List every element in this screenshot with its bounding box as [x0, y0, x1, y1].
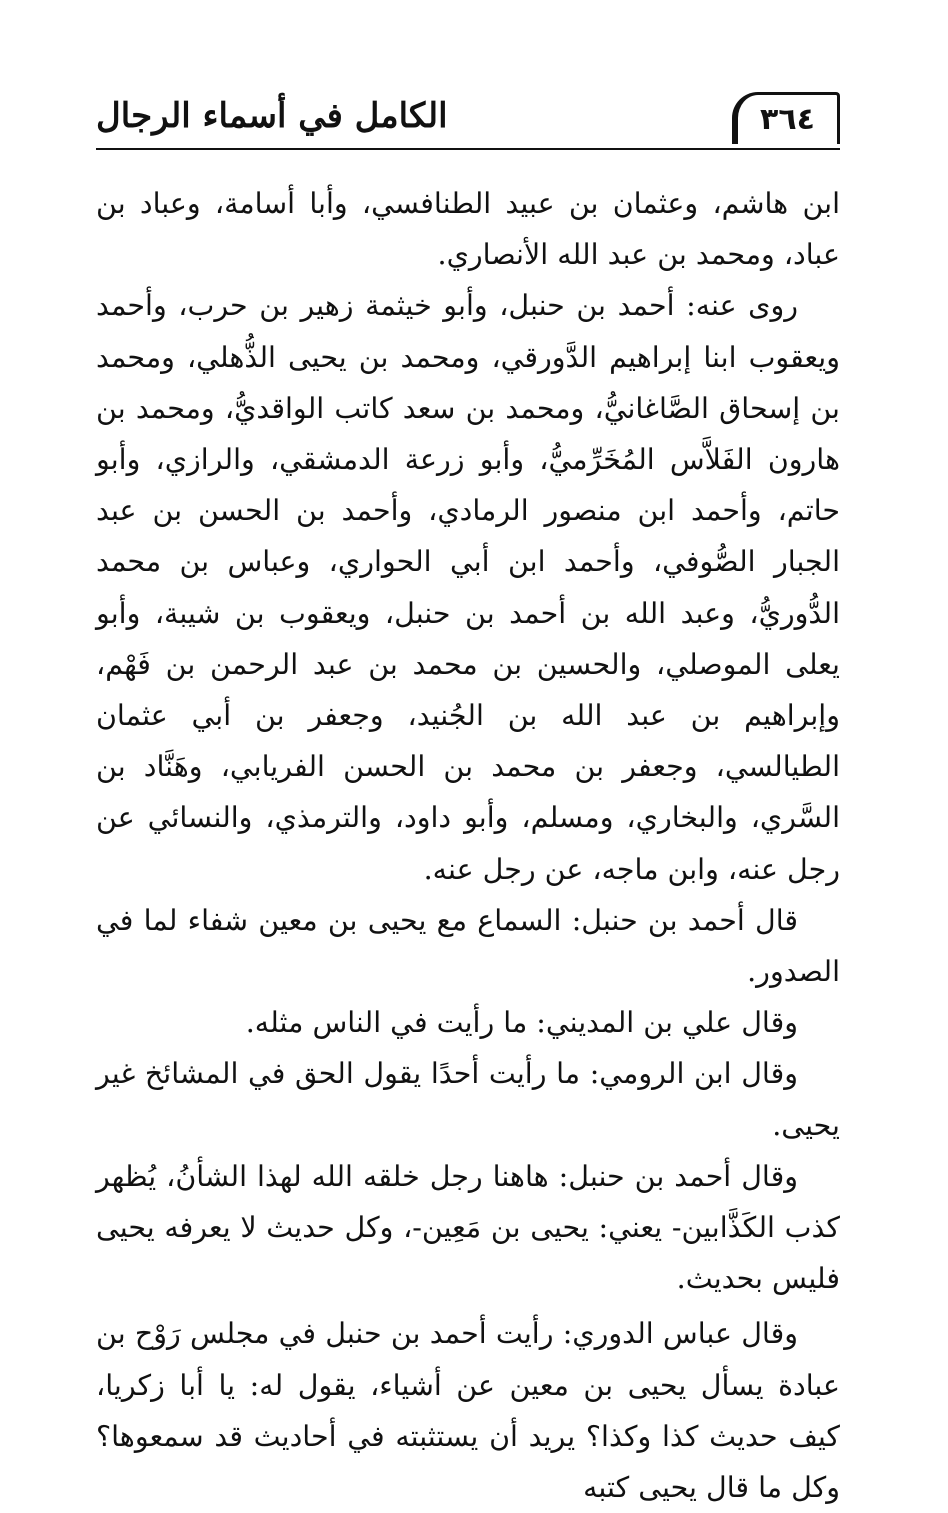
- book-title: الكامل في أسماء الرجال: [96, 96, 448, 136]
- paragraph: وقال ابن الرومي: ما رأيت أحدًا يقول الحق في المشائخ غير يحيى.: [96, 1057, 840, 1142]
- main-text: [96, 178, 840, 1513]
- paragraph: وقال علي بن المديني: ما رأيت في الناس مثله.: [245, 1006, 798, 1040]
- paragraph: وقال عباس الدوري: رأيت أحمد بن حنبل في مجلس رَوْح بن عبادة يسأل يحيى بن معين عن أشياء، يقول له: يا أبا زكريا، كيف حديث كذا وكذا؟ يريد أن يستثبته في أحاديث قد سمعوها؟ وكل ما قال يحيى كتبه: [96, 1317, 840, 1505]
- paragraph: قال أحمد بن حنبل: السماع مع يحيى بن معين شفاء لما في الصدور.: [96, 903, 840, 989]
- paragraph: ابن هاشم، وعثمان بن عبيد الطنافسي، وأبا أسامة، وعباد بن عباد، ومحمد بن عبد الله الأنصاري.: [96, 187, 840, 272]
- paragraph: وقال أحمد بن حنبل: هاهنا رجل خلقه الله لهذا الشأنُ، يُظهر كذب الكَذَّابين- يعني: يحيى بن مَعِين-، وكل حديث لا يعرفه يحيى فليس بحديث.: [96, 1159, 840, 1296]
- paragraph: روى عنه: أحمد بن حنبل، وأبو خيثمة زهير بن حرب، وأحمد ويعقوب ابنا إبراهيم الدَّورقي، ومحمد بن يحيى الذُّهلي، ومحمد بن إسحاق الصَّاغانيُّ، ومحمد بن سعد كاتب الواقديُّ، ومحمد بن هارون الفَلاَّس المُخَرِّميُّ، وأبو زرعة الدمشقي، والرازي، وأبو حاتم، وأحمد ابن منصور الرمادي، وأحمد بن الحسن بن عبد الجبار الصُّوفي، وأحمد ابن أبي الحواري، وعباس بن محمد الدُّوريُّ، وعبد الله بن أحمد بن حنبل، ويعقوب بن شيبة، وأبو يعلى الموصلي، والحسين بن محمد بن عبد الرحمن بن فَهْم، وإبراهيم بن عبد الله بن الجُنيد، وجعفر بن أبي عثمان الطيالسي، وجعفر بن محمد بن الحسن الفريابي، وهَنَّاد بن السَّري، والبخاري، ومسلم، وأبو داود، والترمذي، والنسائي عن رجل عنه، وابن ماجه، عن رجل عنه.: [96, 289, 840, 886]
- page-header: [96, 88, 840, 150]
- header-divider: [96, 148, 840, 150]
- page-number-box: [732, 92, 840, 144]
- page-number: ٣٦٤: [760, 101, 815, 137]
